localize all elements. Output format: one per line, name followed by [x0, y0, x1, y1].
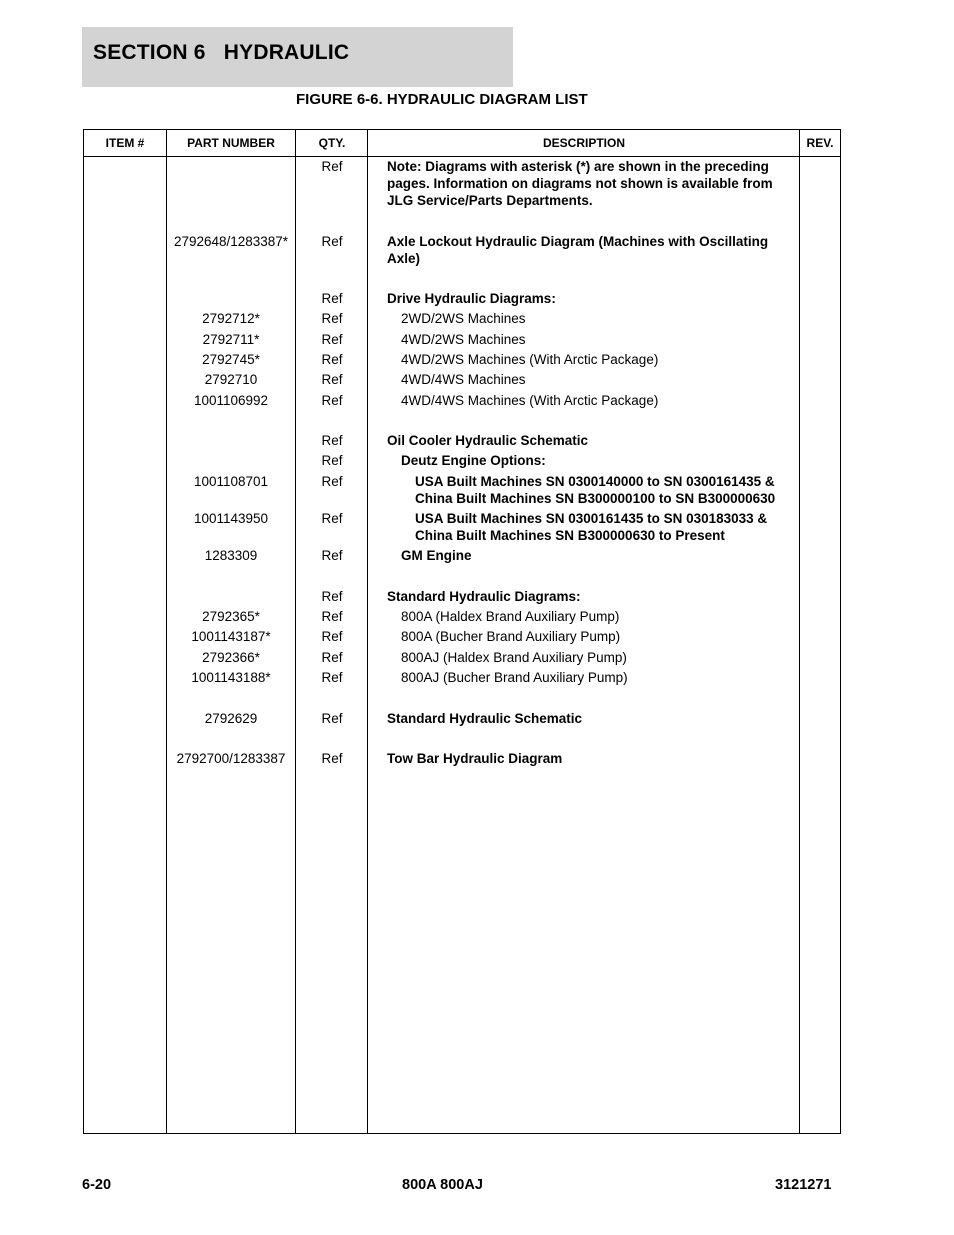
description-cell: 800AJ (Bucher Brand Auxiliary Pump): [401, 670, 628, 685]
qty-cell: Ref: [321, 511, 343, 526]
qty-cell: Ref: [321, 474, 343, 489]
description-cell: USA Built Machines SN 0300140000 to SN 0300161435 & China Built Machines SN B300000100 to SN B300000630: [415, 474, 776, 506]
description-cell: Drive Hydraulic Diagrams:: [387, 291, 556, 306]
column-header-part-number: PART NUMBER: [187, 136, 275, 150]
figure-title: FIGURE 6-6. HYDRAULIC DIAGRAM LIST: [296, 91, 588, 108]
description-cell: Oil Cooler Hydraulic Schematic: [387, 433, 589, 448]
diagram-list-table: [83, 129, 841, 1134]
column-header-rev: REV.: [806, 136, 834, 150]
description-cell: 800AJ (Haldex Brand Auxiliary Pump): [401, 650, 627, 665]
qty-cell: Ref: [321, 548, 343, 563]
column-header-item: ITEM #: [105, 136, 145, 150]
part-number-cell: 2792745*: [202, 352, 260, 367]
qty-cell: Ref: [321, 352, 343, 367]
qty-cell: Ref: [321, 751, 343, 766]
qty-cell: Ref: [321, 433, 343, 448]
section-title: SECTION 6 HYDRAULIC: [93, 41, 350, 64]
qty-cell: Ref: [321, 311, 343, 326]
part-number-cell: 1001143950: [193, 511, 269, 526]
description-cell: 800A (Haldex Brand Auxiliary Pump): [401, 609, 620, 624]
qty-cell: Ref: [321, 453, 343, 468]
description-cell: Tow Bar Hydraulic Diagram: [387, 751, 563, 766]
part-number-cell: 2792712*: [202, 311, 260, 326]
qty-cell: Ref: [321, 589, 343, 604]
part-number-cell: 2792710: [204, 372, 258, 387]
part-number-cell: 2792365*: [202, 609, 260, 624]
part-number-cell: 1001143188*: [191, 670, 271, 685]
part-number-cell: 2792711*: [202, 332, 260, 347]
part-number-cell: 1001106992: [193, 393, 269, 408]
description-cell: Deutz Engine Options:: [401, 453, 546, 468]
qty-cell: Ref: [321, 711, 343, 726]
part-number-cell: 1001143187*: [191, 629, 271, 644]
description-cell: 4WD/2WS Machines (With Arctic Package): [401, 352, 659, 367]
qty-cell: Ref: [321, 159, 343, 174]
part-number-cell: 2792629: [204, 711, 258, 726]
description-cell: 4WD/4WS Machines: [401, 372, 526, 387]
description-cell: Standard Hydraulic Diagrams:: [387, 589, 581, 604]
table-header-rule: [84, 156, 840, 157]
column-header-qty: QTY.: [318, 136, 346, 150]
part-number-cell: 2792700/1283387: [176, 751, 286, 766]
qty-cell: Ref: [321, 234, 343, 249]
part-number-cell: 1283309: [204, 548, 258, 563]
qty-cell: Ref: [321, 393, 343, 408]
qty-cell: Ref: [321, 670, 343, 685]
description-cell: Axle Lockout Hydraulic Diagram (Machines with Oscillating Axle): [387, 234, 769, 266]
qty-cell: Ref: [321, 291, 343, 306]
section-banner: [82, 27, 513, 87]
part-number-cell: 2792366*: [202, 650, 260, 665]
description-cell: Standard Hydraulic Schematic: [387, 711, 583, 726]
description-cell: 800A (Bucher Brand Auxiliary Pump): [401, 629, 621, 644]
qty-cell: Ref: [321, 650, 343, 665]
description-cell: USA Built Machines SN 0300161435 to SN 030183033 & China Built Machines SN B300000630 to Present: [415, 511, 768, 543]
description-cell: Note: Diagrams with asterisk (*) are shown in the preceding pages. Information on diagrams not shown is available from JLG Service/Parts Departments.: [387, 159, 773, 208]
footer-model: 800A 800AJ: [402, 1177, 483, 1193]
qty-cell: Ref: [321, 372, 343, 387]
footer-doc-number: 3121271: [775, 1177, 832, 1193]
description-cell: 4WD/4WS Machines (With Arctic Package): [401, 393, 659, 408]
qty-cell: Ref: [321, 629, 343, 644]
description-cell: 4WD/2WS Machines: [401, 332, 526, 347]
column-header-description: DESCRIPTION: [542, 136, 625, 150]
qty-cell: Ref: [321, 332, 343, 347]
part-number-cell: 2792648/1283387*: [173, 234, 289, 249]
footer-page-number: 6-20: [82, 1177, 112, 1193]
part-number-cell: 1001108701: [193, 474, 269, 489]
column-divider: [799, 130, 800, 1133]
qty-cell: Ref: [321, 609, 343, 624]
description-cell: GM Engine: [401, 548, 472, 563]
description-cell: 2WD/2WS Machines: [401, 311, 526, 326]
